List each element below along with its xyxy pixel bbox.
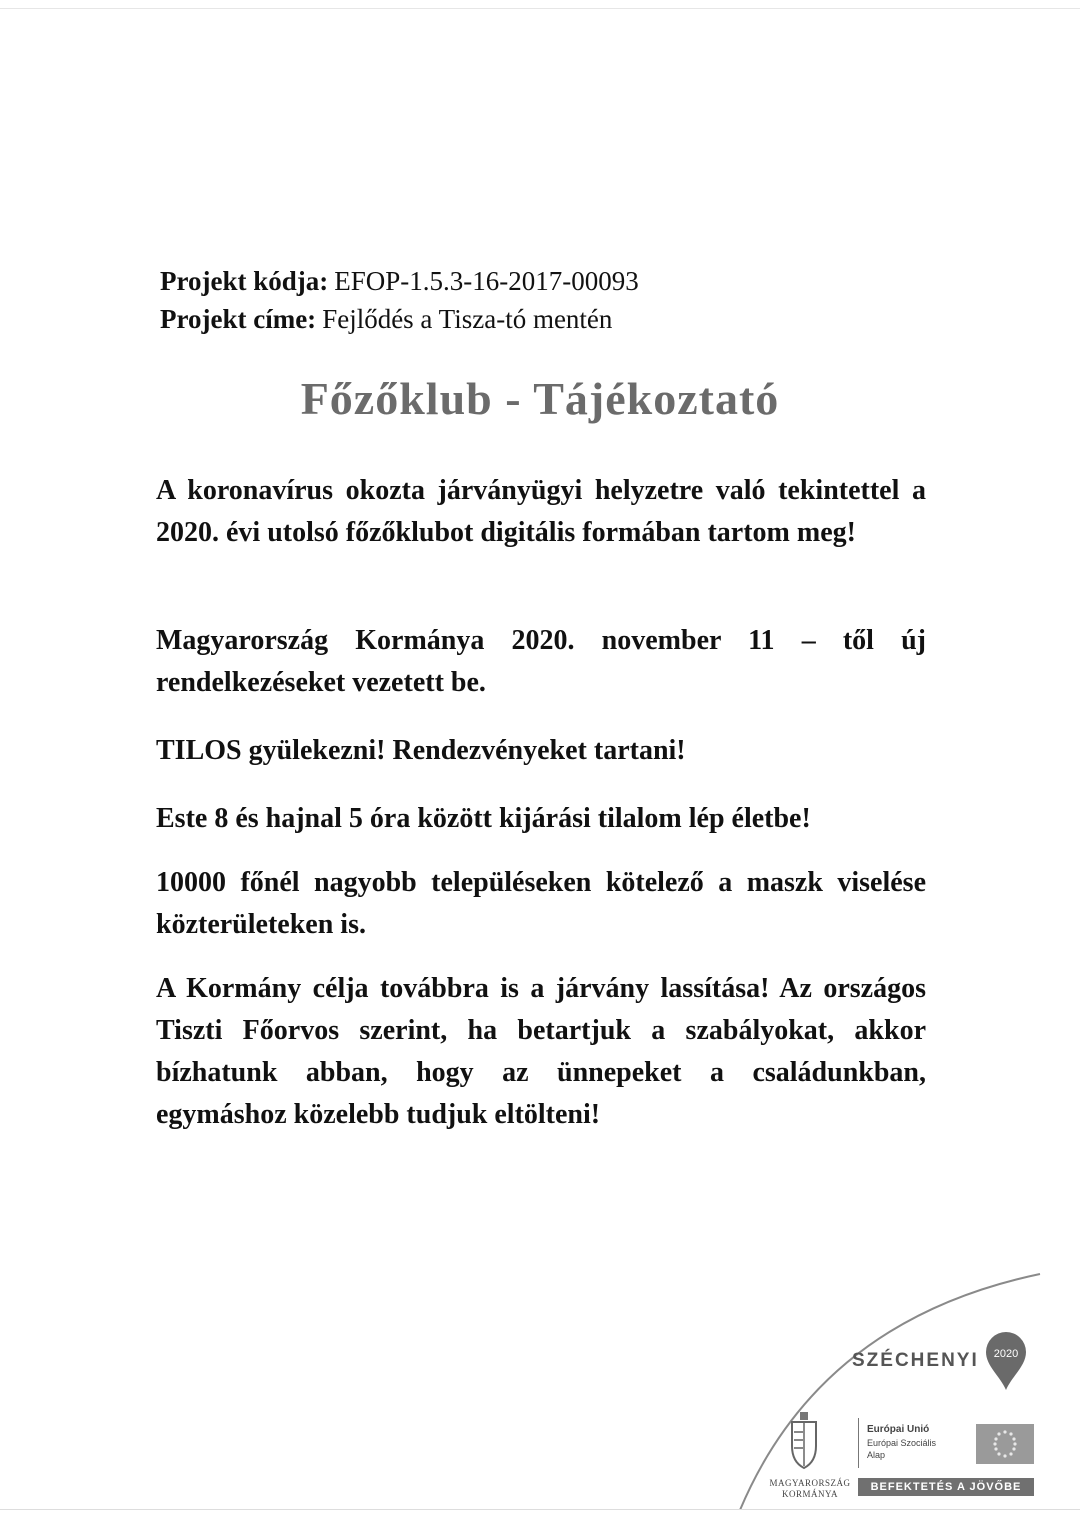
project-code-label: Projekt kódja: <box>160 266 329 296</box>
szechenyi-year: 2020 <box>993 1348 1019 1360</box>
project-title-label: Projekt címe: <box>160 304 317 334</box>
paragraph: Este 8 és hajnal 5 óra között kijárási tilalom lép életbe! <box>156 803 811 834</box>
szechenyi-pin-icon <box>982 1330 1030 1392</box>
government-line-1: MAGYARORSZÁG <box>769 1478 851 1488</box>
paragraph: Magyarország Kormánya 2020. november 11 – től új rendelkezéseket vezetett be. <box>156 625 926 698</box>
eu-flag-icon <box>976 1424 1034 1464</box>
paragraph: A Kormány célja továbbra is a járvány lassítása! Az országos Tiszti Főorvos szerint, ha betartjuk a szabályokat, akkor bízhatunk abban, hogy az ünnepeket a családunkban, egymáshoz közelebb tudjuk eltölteni! <box>156 973 926 1130</box>
eu-line-2: Európai Szociális <box>867 1438 937 1448</box>
project-title-value: Fejlődés a Tisza-tó mentén <box>322 304 613 334</box>
eu-line-1: Európai Unió <box>867 1424 930 1435</box>
project-code-value: EFOP-1.5.3-16-2017-00093 <box>334 266 639 296</box>
project-code-line <box>160 262 639 300</box>
project-title-line <box>160 300 639 338</box>
eu-line-3: Alap <box>867 1450 886 1460</box>
hungarian-crest-icon <box>786 1410 822 1470</box>
eu-banner: BEFEKTETÉS A JÖVŐBE <box>858 1478 1034 1496</box>
paragraph: TILOS gyülekezni! Rendezvényeket tartani! <box>156 735 686 766</box>
funding-logo-block <box>700 1260 1080 1510</box>
paragraph: A koronavírus okozta járványügyi helyzetre való tekintettel a 2020. évi utolsó főzőklubot digitális formában tartom meg! <box>156 475 926 548</box>
szechenyi-logo-text: SZÉCHENYI <box>852 1350 979 1371</box>
paragraph: 10000 főnél nagyobb településeken kötelező a maszk viselése közterületeken is. <box>156 867 926 940</box>
government-line-2: KORMÁNYA <box>781 1489 838 1499</box>
government-logo-text <box>750 1478 870 1500</box>
scan-edge-top <box>0 8 1080 9</box>
project-info <box>160 262 639 338</box>
page-title: Főzőklub - Tájékoztató <box>300 373 780 424</box>
scan-edge-bottom <box>0 1509 1080 1510</box>
